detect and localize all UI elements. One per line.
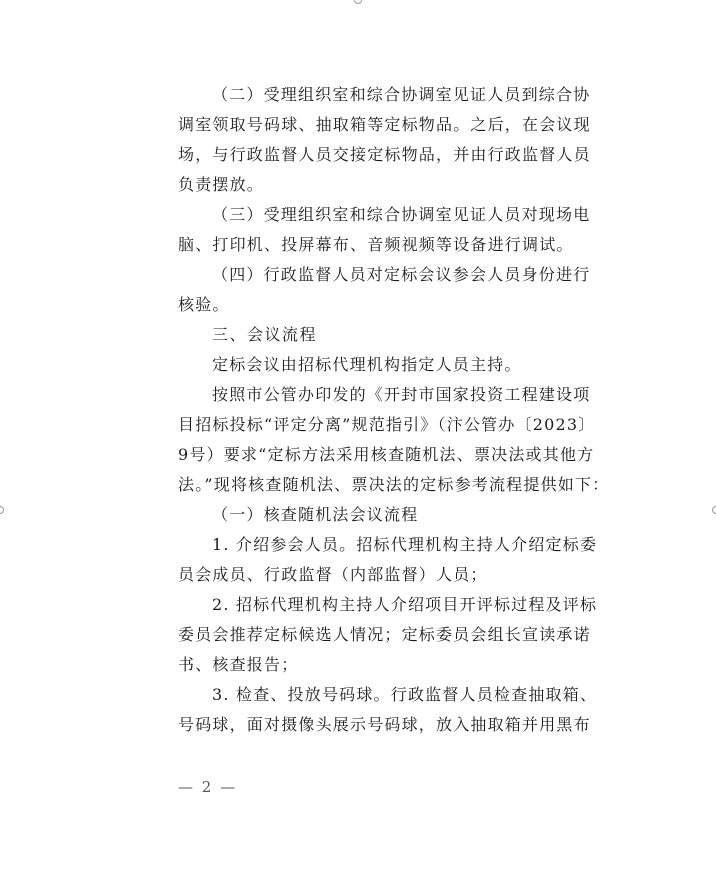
paragraph-line: 目招标投标“评定分离”规范指引》（汴公管办〔2023〕 xyxy=(178,415,596,434)
paragraph-line: 号码球，面对摄像头展示号码球，放入抽取箱并用黑布 xyxy=(178,715,591,734)
paragraph-line: 法。”现将核查随机法、票决法的定标参考流程提供如下： xyxy=(178,475,610,494)
paragraph-line: 场，与行政监督人员交接定标物品，并由行政监督人员 xyxy=(178,145,591,164)
paragraph-line: 核验。 xyxy=(178,295,230,314)
paragraph-line: 1. 介绍参会人员。招标代理机构主持人介绍定标委 xyxy=(212,535,598,554)
binding-hole-top-icon xyxy=(354,0,362,4)
binding-hole-left-icon xyxy=(0,506,4,514)
paragraph-line: 3. 检查、投放号码球。行政监督人员检查抽取箱、 xyxy=(212,685,598,704)
paragraph-line: （四）行政监督人员对定标会议参会人员身份进行 xyxy=(212,265,591,284)
paragraph-line: （三）受理组织室和综合协调室见证人员对现场电 xyxy=(212,205,591,224)
subsection-heading: （一）核查随机法会议流程 xyxy=(212,505,419,524)
paragraph-line: 负责摆放。 xyxy=(178,175,265,194)
paragraph-line: 脑、打印机、投屏幕布、音频视频等设备进行调试。 xyxy=(178,235,574,254)
paragraph-line: 员会成员、行政监督（内部监督）人员； xyxy=(178,565,488,584)
paragraph-line: 调室领取号码球、抽取箱等定标物品。之后，在会议现 xyxy=(178,115,591,134)
paragraph-line: 书、核查报告； xyxy=(178,655,299,674)
paragraph-line: 定标会议由招标代理机构指定人员主持。 xyxy=(212,355,522,374)
paragraph-line: （二）受理组织室和综合协调室见证人员到综合协 xyxy=(212,85,591,104)
section-heading: 三、会议流程 xyxy=(212,325,318,344)
paragraph-line: 委员会推荐定标候选人情况；定标委员会组长宣读承诺 xyxy=(178,625,591,644)
paragraph-line: 按照市公管办印发的《开封市国家投资工程建设项 xyxy=(212,385,591,404)
paragraph-line: 9号）要求“定标方法采用核查随机法、票决法或其他方 xyxy=(178,445,595,464)
paragraph-line: 2. 招标代理机构主持人介绍项目开评标过程及评标 xyxy=(212,595,598,614)
page-number: — 2 — xyxy=(178,778,238,796)
binding-hole-right-icon xyxy=(712,506,716,514)
